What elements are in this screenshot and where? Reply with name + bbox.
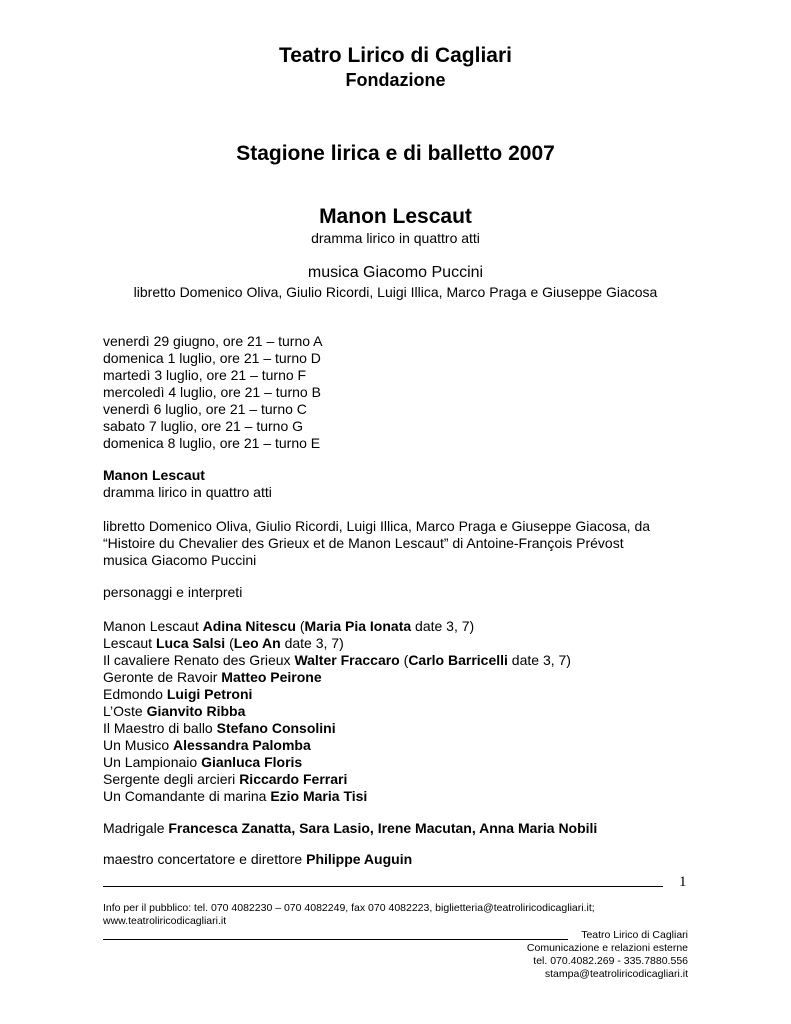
date-line: domenica 8 luglio, ore 21 – turno E <box>103 435 321 451</box>
cast-paren: ( <box>295 618 305 634</box>
cast-singer: Gianvito Ribba <box>146 703 246 719</box>
date-line: domenica 1 luglio, ore 21 – turno D <box>103 350 321 366</box>
cast-alt-dates: date 3, 7) <box>507 652 571 668</box>
cast-singer: Gianluca Floris <box>201 754 303 770</box>
cast-role: Sergente degli arcieri <box>103 771 240 787</box>
cast-role: Geronte de Ravoir <box>103 669 222 685</box>
contact-divider <box>103 939 568 940</box>
public-info <box>103 902 595 928</box>
cast-row <box>103 618 571 635</box>
madrigale-line <box>103 820 597 837</box>
date-line: venerdì 6 luglio, ore 21 – turno C <box>103 401 307 417</box>
details-subtitle: dramma lirico in quattro atti <box>103 484 272 500</box>
organization-subtitle: Fondazione <box>345 70 446 90</box>
cast-role: L’Oste <box>103 703 147 719</box>
cast-alt-singer: Carlo Barricelli <box>408 652 508 668</box>
cast-role: Il cavaliere Renato des Grieux <box>103 652 295 668</box>
cast-row <box>103 703 571 720</box>
libretto-line: “Histoire du Chevalier des Grieux et de Manon Lescaut” di Antoine-François Prévost <box>103 535 624 551</box>
page-number: 1 <box>679 874 687 890</box>
cast-singer: Walter Fraccaro <box>294 652 400 668</box>
details-heading <box>103 467 272 501</box>
madrigale-names: Francesca Zanatta, Sara Lasio, Irene Macutan, Anna Maria Nobili <box>168 820 598 836</box>
details-libretto <box>103 518 650 569</box>
footer-divider <box>103 886 663 887</box>
cast-alt-dates: date 3, 7) <box>280 635 344 651</box>
organization-title: Teatro Lirico di Cagliari <box>279 44 512 67</box>
opera-subtitle: dramma lirico in quattro atti <box>311 230 480 246</box>
cast-row <box>103 771 571 788</box>
cast-paren: ( <box>399 652 409 668</box>
cast-alt-singer: Maria Pia Ionata <box>304 618 412 634</box>
public-info-line: Info per il pubblico: tel. 070 4082230 – 070 4082249, fax 070 4082223, biglietteria@teatroliricodicagliari.it; <box>103 902 595 914</box>
contact-line: Teatro Lirico di Cagliari <box>581 929 688 941</box>
madrigale-label: Madrigale <box>103 820 169 836</box>
cast-role: Lescaut <box>103 635 156 651</box>
season-title: Stagione lirica e di balletto 2007 <box>236 142 555 165</box>
date-line: martedì 3 luglio, ore 21 – turno F <box>103 367 307 383</box>
cast-row <box>103 635 571 652</box>
details-music: musica Giacomo Puccini <box>103 552 257 568</box>
cast-row <box>103 754 571 771</box>
cast-singer: Stefano Consolini <box>216 720 336 736</box>
public-info-website: www.teatroliricodicagliari.it <box>103 915 227 927</box>
cast-role: Manon Lescaut <box>103 618 203 634</box>
date-line: mercoledì 4 luglio, ore 21 – turno B <box>103 384 321 400</box>
cast-role: Un Lampionaio <box>103 754 202 770</box>
cast-row <box>103 720 571 737</box>
cast-role: Un Musico <box>103 737 174 753</box>
cast-row <box>103 669 571 686</box>
cast-alt-dates: date 3, 7) <box>411 618 475 634</box>
cast-row <box>103 686 571 703</box>
cast-alt-singer: Leo An <box>233 635 281 651</box>
conductor-name: Philippe Auguin <box>306 851 413 867</box>
cast-heading: personaggi e interpreti <box>103 584 243 600</box>
cast-singer: Ezio Maria Tisi <box>270 788 368 804</box>
details-title: Manon Lescaut <box>103 467 205 483</box>
contact-line: Comunicazione e relazioni esterne <box>526 942 688 954</box>
cast-paren: ( <box>225 635 234 651</box>
cast-role: Un Comandante di marina <box>103 788 271 804</box>
cast-row <box>103 737 571 754</box>
cast-singer: Luigi Petroni <box>166 686 253 702</box>
conductor-line <box>103 851 412 868</box>
cast-row <box>103 788 571 805</box>
cast-singer: Riccardo Ferrari <box>239 771 348 787</box>
date-line: sabato 7 luglio, ore 21 – turno G <box>103 418 304 434</box>
opera-title: Manon Lescaut <box>319 205 472 228</box>
cast-singer: Luca Salsi <box>155 635 226 651</box>
cast-singer: Matteo Peirone <box>221 669 322 685</box>
contact-line: stampa@teatroliricodicagliari.it <box>544 968 688 980</box>
opera-libretto: libretto Domenico Oliva, Giulio Ricordi, Luigi Illica, Marco Praga e Giuseppe Giacosa <box>133 284 658 300</box>
date-line: venerdì 29 giugno, ore 21 – turno A <box>103 333 323 349</box>
contact-line: tel. 070.4082.269 - 335.7880.556 <box>533 955 688 967</box>
cast-role: Edmondo <box>103 686 167 702</box>
press-contact <box>527 929 688 981</box>
libretto-line: libretto Domenico Oliva, Giulio Ricordi, Luigi Illica, Marco Praga e Giuseppe Giacosa, da <box>103 518 651 534</box>
opera-music: musica Giacomo Puccini <box>307 264 484 281</box>
cast-singer: Adina Nitescu <box>202 618 296 634</box>
performance-dates <box>103 333 323 452</box>
cast-row <box>103 652 571 669</box>
cast-role: Il Maestro di ballo <box>103 720 217 736</box>
conductor-label: maestro concertatore e direttore <box>103 851 307 867</box>
cast-singer: Alessandra Palomba <box>173 737 311 753</box>
cast-list <box>103 618 571 805</box>
